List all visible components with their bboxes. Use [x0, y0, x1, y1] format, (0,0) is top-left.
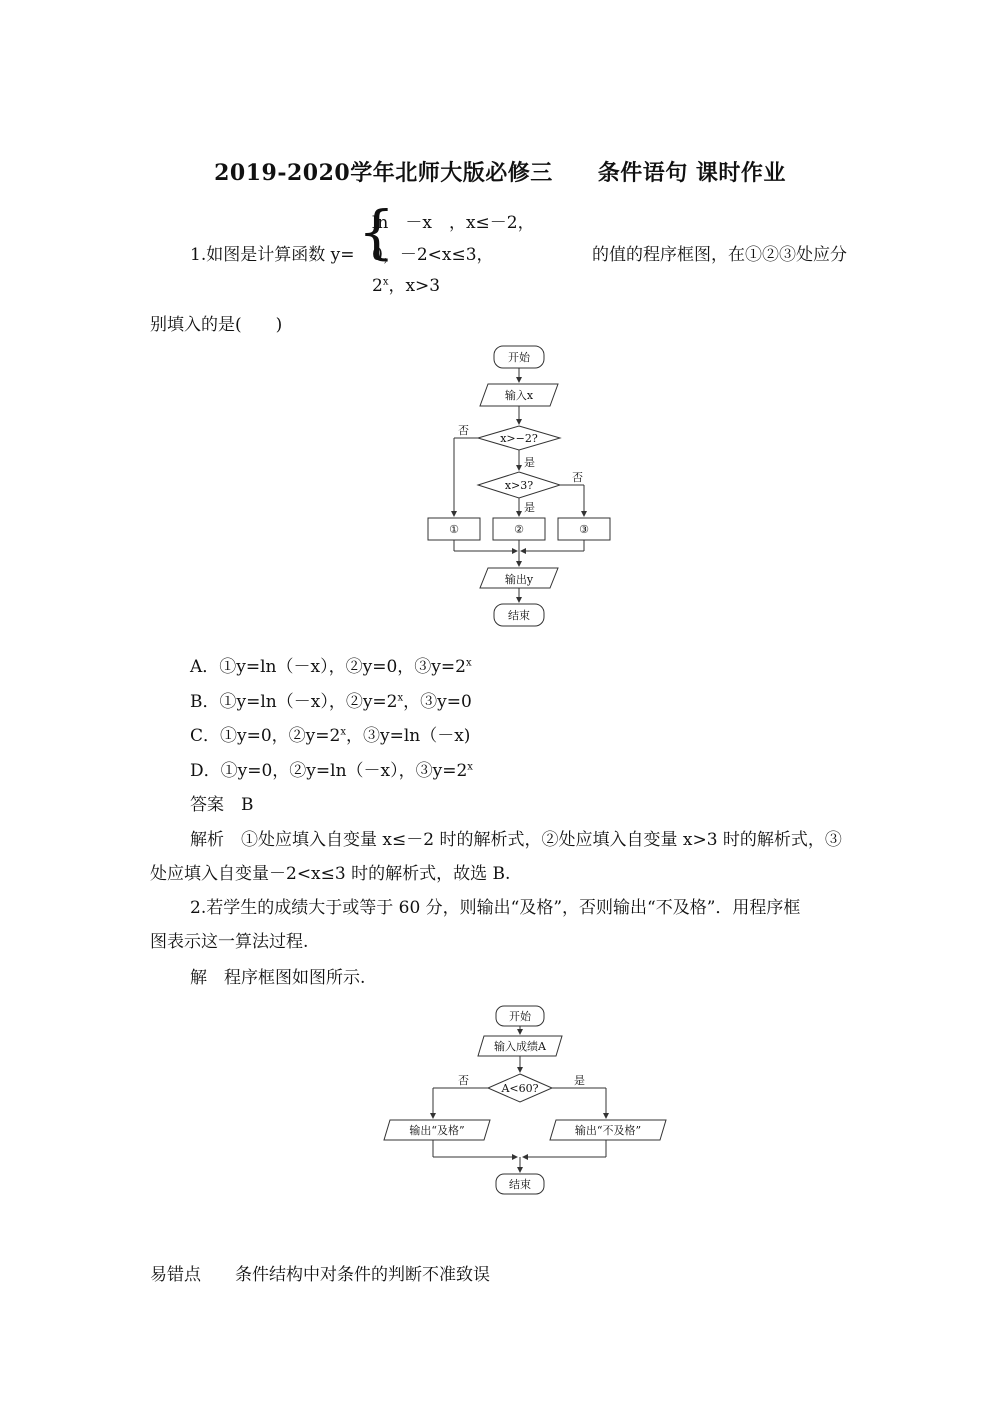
no-label-1: 否: [458, 424, 469, 437]
error-point-heading: 易错点 条件结构中对条件的判断不准致误: [150, 1265, 490, 1285]
piece-2: 0，－2<x≤3，: [372, 245, 494, 265]
piecewise-brace: {: [358, 198, 395, 266]
q2-line-1: 2.若学生的成绩大于或等于 60 分，则输出“及格”，否则输出“不及格”．用程序框: [190, 898, 801, 918]
cond1-label: x>−2?: [500, 432, 538, 445]
q1-line2: 别填入的是( ): [150, 315, 283, 335]
out-pass-label: 输出“及格”: [409, 1124, 465, 1137]
piece-1: ln －x ，x≤－2，: [372, 213, 535, 233]
box1-label: ①: [449, 523, 459, 536]
out-fail-label: 输出“不及格”: [574, 1124, 642, 1137]
analysis-line-2: 处应填入自变量－2<x≤3 时的解析式，故选 B.: [150, 864, 511, 884]
option-d: D．①y=0，②y=ln（－x），$③y=2^x$: [190, 761, 473, 781]
flowchart-1: [420, 340, 620, 640]
option-b: B．①y=ln（－x），$②y=2^x$，③y=0: [190, 692, 472, 712]
no-label-3: 否: [458, 1074, 469, 1087]
yes-label-3: 是: [574, 1074, 585, 1087]
answer: 答案 B: [190, 795, 254, 815]
q2-line-2: 图表示这一算法过程.: [150, 932, 309, 952]
cond-label-2: A<60?: [501, 1082, 539, 1095]
option-c: C．①y=0，$②y=2^x$，③y=ln（－x): [190, 726, 471, 746]
yes-label-2: 是: [524, 501, 535, 514]
option-a: A．①y=ln（－x），②y=0，$③y=2^x$: [190, 657, 472, 677]
input-label: 输入x: [504, 389, 534, 402]
no-label-2: 否: [572, 471, 583, 484]
box3-label: ③: [579, 523, 589, 536]
yes-label-1: 是: [524, 456, 535, 469]
end-label: 结束: [508, 609, 530, 622]
start-label: 开始: [508, 351, 530, 364]
input-label-2: 输入成绩A: [494, 1040, 546, 1053]
solution: 解 程序框图如图所示.: [190, 968, 366, 988]
q1-suffix: 的值的程序框图，在①②③处应分: [592, 245, 847, 265]
start-label-2: 开始: [509, 1010, 531, 1023]
flowchart-2: [380, 1000, 680, 1205]
output-label: 输出y: [504, 573, 534, 586]
box2-label: ②: [514, 523, 524, 536]
q1-prefix: 1.如图是计算函数 y=: [190, 245, 355, 265]
cond2-label: x>3?: [504, 479, 534, 492]
piece-3: 2$^x$，x>3: [372, 276, 441, 296]
page-title: 2019-2020学年北师大版必修三 条件语句 课时作业: [214, 160, 786, 186]
end-label-2: 结束: [509, 1178, 531, 1191]
analysis-line-1: 解析 ①处应填入自变量 x≤－2 时的解析式，②处应填入自变量 x>3 时的解析式，③: [190, 830, 842, 850]
